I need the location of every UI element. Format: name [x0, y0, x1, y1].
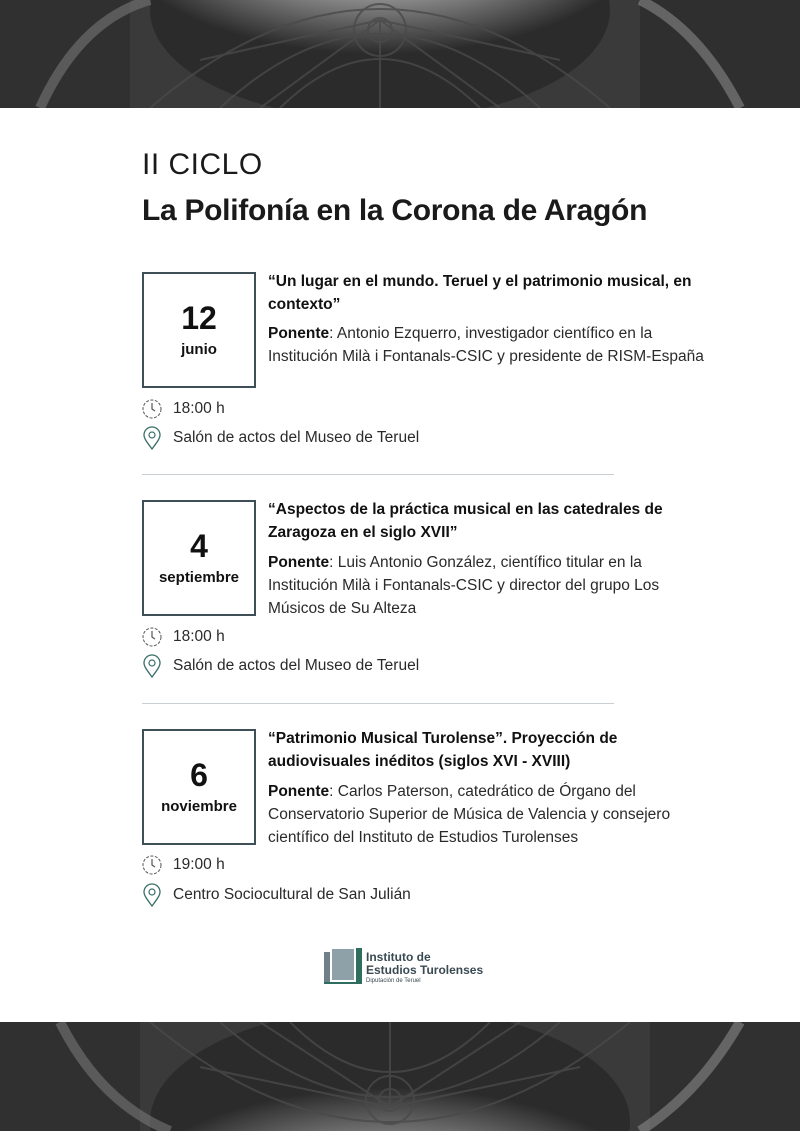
speaker-label: Ponente: [268, 554, 330, 571]
event-place-row: [141, 654, 419, 678]
clock-icon: [141, 625, 163, 649]
event-time-row: [141, 397, 225, 421]
speaker-text: : Carlos Paterson, catedrático de Órgano del Conservatorio Superior de Música de Valencia y consejero científico del Instituto de Estudios Turolenses: [268, 783, 671, 846]
location-pin-icon: [141, 883, 163, 907]
event-place: Centro Sociocultural de San Julián: [173, 886, 411, 903]
divider: [142, 703, 614, 704]
event-time: 18:00 h: [173, 400, 225, 417]
speaker-info: [268, 551, 668, 620]
bottom-vault-photo: [0, 1022, 800, 1131]
date-box: [142, 272, 256, 388]
logo-line1: Instituto de: [366, 950, 431, 964]
logo-line3: Diputación de Teruel: [366, 978, 421, 984]
talk-title: “Aspectos de la práctica musical en las catedrales de Zaragoza en el siglo XVII”: [268, 501, 663, 541]
cycle-title: II CICLO: [142, 148, 263, 181]
talk-title: “Patrimonio Musical Turolense”. Proyección de audiovisuales inéditos (siglos XVI - XVIII): [268, 730, 618, 770]
event-time: 19:00 h: [173, 856, 225, 873]
top-vault-photo: [0, 0, 800, 108]
divider: [142, 474, 614, 475]
event-place-row: [141, 883, 411, 907]
event-time-row: [141, 625, 225, 649]
cycle-subtitle: La Polifonía en la Corona de Aragón: [142, 194, 648, 227]
event-place: Salón de actos del Museo de Teruel: [173, 429, 420, 446]
date-box: [142, 500, 256, 616]
speaker-text: : Antonio Ezquerro, investigador científico en la Institución Milà i Fontanals-CSIC y presidente de RISM-España: [268, 325, 704, 365]
speaker-info: [268, 780, 708, 849]
date-month: noviembre: [161, 798, 237, 815]
logo-line2: Estudios Turolenses: [366, 963, 484, 977]
date-day: 12: [181, 300, 217, 336]
vault-image: [0, 1022, 800, 1131]
clock-icon: [141, 397, 163, 421]
location-pin-icon: [141, 654, 163, 678]
vault-image: [0, 0, 800, 108]
institute-logo-mark: [322, 946, 364, 986]
speaker-label: Ponente: [268, 325, 330, 342]
date-box: [142, 729, 256, 845]
event-time-row: [141, 853, 225, 877]
date-month: junio: [181, 341, 217, 358]
event-place: Salón de actos del Museo de Teruel: [173, 657, 420, 674]
event-place-row: [141, 426, 419, 450]
date-day: 4: [190, 528, 208, 564]
location-pin-icon: [141, 426, 163, 450]
talk-title: “Un lugar en el mundo. Teruel y el patrimonio musical, en contexto”: [268, 273, 692, 313]
speaker-text: : Luis Antonio González, científico titular en la Institución Milà i Fontanals-CSIC y director del grupo Los Músicos de Su Alteza: [268, 554, 660, 617]
date-day: 6: [190, 757, 208, 793]
event-time: 18:00 h: [173, 628, 225, 645]
speaker-label: Ponente: [268, 783, 330, 800]
institute-logo: [322, 946, 522, 988]
date-month: septiembre: [158, 569, 240, 586]
clock-icon: [141, 853, 163, 877]
speaker-info: [268, 322, 708, 368]
